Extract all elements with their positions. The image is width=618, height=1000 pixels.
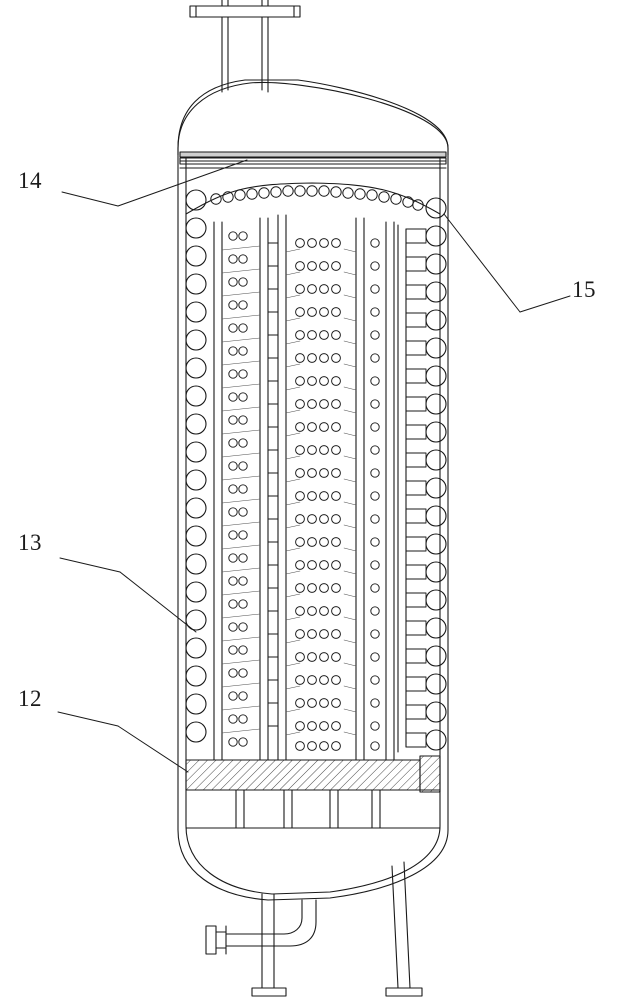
callout-label-12: 12 [18, 686, 42, 711]
top-tube-row [186, 183, 446, 218]
top-tubesheet [180, 152, 446, 168]
callout-label-13: 13 [18, 530, 42, 555]
bottom-tubesheet [186, 756, 440, 828]
bottom-outlet-piping [206, 862, 422, 996]
right-ring-column [398, 225, 446, 752]
leader-lines [58, 160, 570, 772]
left-ring-column [186, 218, 206, 742]
internal-tube-bundle [214, 215, 394, 760]
callout-label-15: 15 [572, 277, 596, 302]
top-nozzle [190, 0, 300, 92]
callout-label-14: 14 [18, 168, 42, 193]
